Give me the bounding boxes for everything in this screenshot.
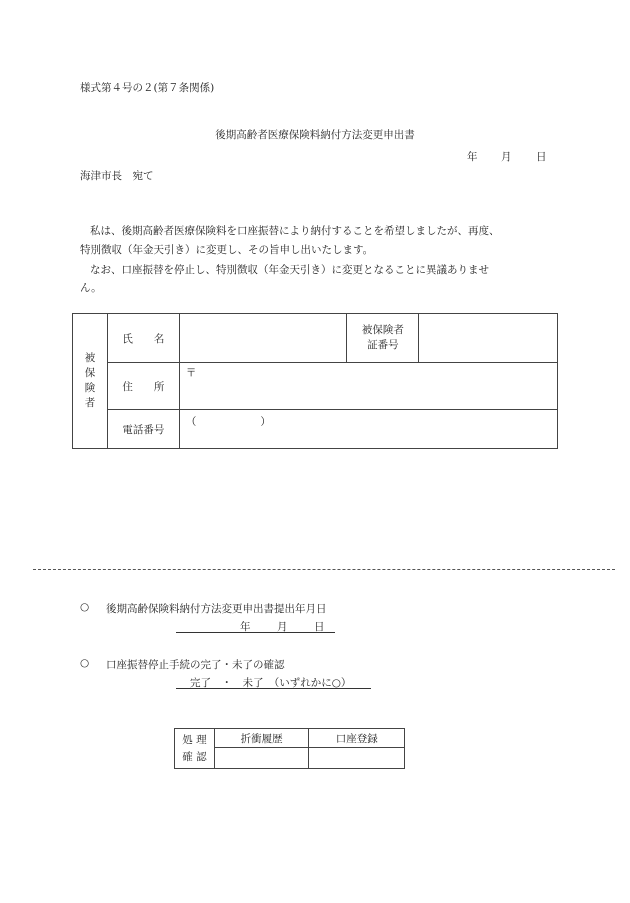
submission-year: 年 — [240, 621, 251, 633]
negotiation-history-header: 折衝履歴 — [214, 729, 309, 748]
process-label-line1: 処 理 — [182, 733, 207, 746]
cut-line-divider — [33, 569, 615, 570]
insured-char: 者 — [84, 397, 96, 409]
paragraph1-line2: 特別徴収（年金天引き）に変更し、その旨申し出いたします。 — [80, 244, 374, 256]
insured-number-label-line1: 被保険者 — [361, 324, 404, 336]
item1-bullet: ○ — [80, 601, 90, 613]
page-title: 後期高齢者医療保険料納付方法変更申出書 — [215, 129, 415, 141]
insured-number-label — [347, 314, 419, 363]
date-year-label: 年 — [467, 151, 478, 163]
insured-number-field[interactable] — [419, 314, 558, 363]
date-day-label: 日 — [536, 151, 547, 163]
insured-char: 保 — [84, 367, 96, 379]
account-registration-header: 口座登録 — [309, 729, 405, 748]
item2-bullet: ○ — [80, 657, 90, 669]
item2-label: 口座振替停止手続の完了・未了の確認 — [106, 659, 285, 671]
address-field[interactable] — [179, 363, 557, 410]
phone-field[interactable] — [179, 410, 557, 449]
paragraph2-line1: なお、口座振替を停止し、特別徴収（年金天引き）に変更となることに異議ありませ — [90, 264, 489, 276]
postal-mark: 〒 — [185, 367, 197, 379]
paragraph1-line1: 私は、後期高齢者医療保険料を口座振替により納付することを希望しましたが、再度、 — [90, 225, 500, 237]
form-number: 様式第４号の２(第７条関係) — [80, 82, 215, 94]
insured-person-label — [73, 314, 108, 449]
submission-day: 日 — [314, 621, 325, 633]
date-month-label: 月 — [501, 151, 512, 163]
negotiation-history-cell[interactable] — [214, 748, 309, 769]
completion-options: 完了 ・ 未了 （いずれかに○） — [190, 677, 352, 689]
submission-date-line[interactable] — [176, 618, 335, 633]
submission-month: 月 — [277, 621, 288, 633]
process-label-line2: 確 認 — [182, 750, 207, 763]
name-field[interactable] — [179, 314, 347, 363]
processing-table — [174, 728, 405, 769]
name-label: 氏 名 — [107, 314, 179, 363]
insured-char: 険 — [84, 382, 96, 394]
insured-number-label-line2: 証番号 — [367, 339, 399, 351]
phone-open-paren: （ — [185, 416, 197, 428]
addressee: 海津市長 宛て — [80, 170, 154, 182]
address-label: 住 所 — [107, 363, 179, 410]
paragraph2-line2: ん。 — [80, 282, 102, 294]
phone-label: 電話番号 — [107, 410, 179, 449]
item1-label: 後期高齢保険料納付方法変更申出書提出年月日 — [106, 603, 327, 615]
process-confirm-label — [175, 729, 215, 769]
account-registration-cell[interactable] — [309, 748, 405, 769]
phone-close-paren: ） — [260, 416, 271, 428]
insured-person-table — [72, 313, 558, 449]
insured-char: 被 — [84, 352, 96, 364]
